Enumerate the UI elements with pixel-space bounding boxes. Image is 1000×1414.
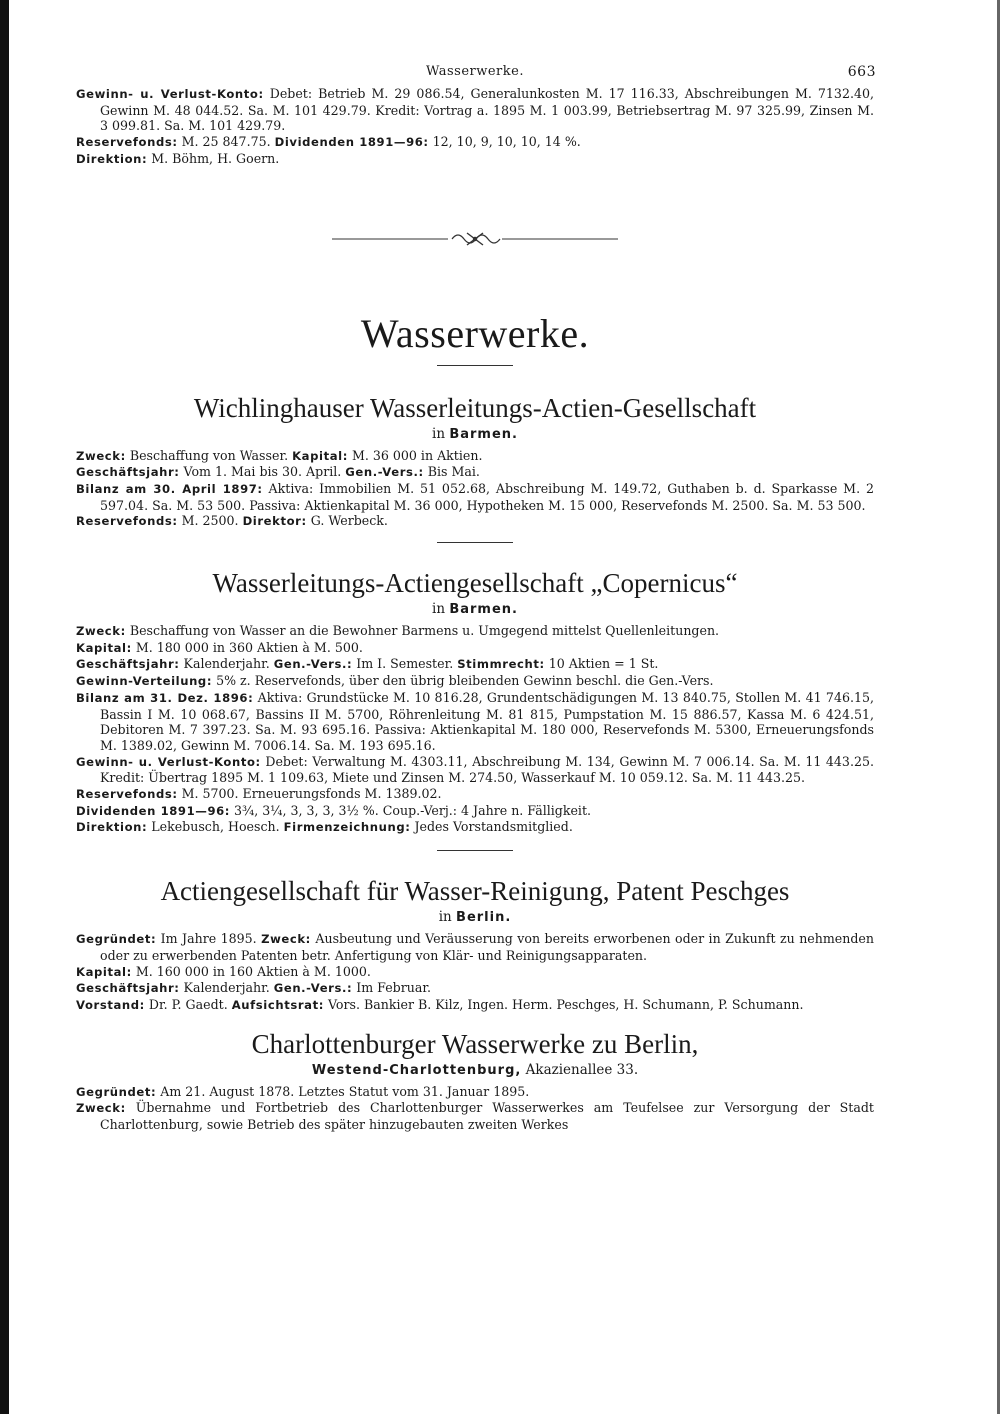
entry-text: Vors. Bankier B. Kilz, Ingen. Herm. Peschges, H. Schumann, P. Schumann. bbox=[323, 996, 804, 1012]
entry-text: Dr. P. Gaedt. bbox=[144, 996, 232, 1012]
entry-text: Kalenderjahr. bbox=[179, 980, 274, 996]
entry-label: Gegründet: bbox=[76, 932, 157, 947]
entry-label: Zweck: bbox=[76, 624, 126, 639]
entry bbox=[76, 640, 874, 657]
entry bbox=[76, 931, 874, 963]
running-title: Wasserwerke. bbox=[426, 64, 524, 79]
entry-label: Direktion: bbox=[76, 820, 148, 835]
entry-label: Direktion: bbox=[76, 151, 148, 166]
entry-label: Reservefonds: bbox=[76, 787, 178, 802]
entry bbox=[76, 964, 874, 981]
entry bbox=[76, 1084, 874, 1101]
entry-text: Übernahme und Fortbetrieb des Charlottenburger Wasserwerkes am Teufelsee zur Versorgung der Stadt Charlottenburg, sowie Betrieb des später hinzugebauten zweiten Werkes bbox=[100, 1100, 874, 1133]
separator-rule bbox=[437, 850, 513, 851]
entry-label: Kapital: bbox=[76, 640, 132, 655]
entry-label: Zweck: bbox=[76, 448, 126, 463]
location-prefix: in bbox=[438, 909, 452, 926]
entry-label: Gen.-Vers.: bbox=[345, 465, 424, 480]
entry-text: Vom 1. Mai bis 30. April. bbox=[179, 464, 346, 480]
entry-text: Jedes Vorstandsmitglied. bbox=[410, 819, 573, 835]
entry-label: Geschäftsjahr: bbox=[76, 465, 180, 480]
entry-label: Vorstand: bbox=[76, 997, 145, 1012]
entry-text: 5% z. Reservefonds, über den übrig bleibenden Gewinn beschl. die Gen.-Vers. bbox=[212, 673, 714, 689]
entry-label: Stimmrecht: bbox=[457, 657, 545, 672]
entry-text: Beschaffung von Wasser. bbox=[125, 447, 293, 463]
entry-text: Beschaffung von Wasser an die Bewohner Barmens u. Umgegend mittelst Quellenleitungen. bbox=[125, 623, 720, 639]
entry-text: G. Werbeck. bbox=[306, 513, 388, 529]
company-block bbox=[76, 875, 874, 1014]
entry bbox=[76, 656, 874, 673]
entry-text: 10 Aktien = 1 St. bbox=[544, 656, 659, 672]
entry-label: Dividenden 1891—96: bbox=[274, 135, 429, 150]
entry bbox=[76, 464, 874, 481]
entry-text: M. 5700. Erneuerungsfonds M. 1389.02. bbox=[177, 786, 442, 802]
entry bbox=[76, 481, 874, 513]
entry-label: Firmenzeichnung: bbox=[283, 820, 411, 835]
entry-text: Debet: Betrieb M. 29 086.54, Generalunkosten M. 17 116.33, Abschreibungen M. 7132.40, Gewinn M. 48 044.52. Sa. M. 101 429.79. Kredit: Vortrag a. 1895 M. 1 003.99, Betriebsertrag M. 97 325.99, Zinsen M. 3 099.81. Sa. M. 101 429.79. bbox=[100, 86, 874, 134]
entry-text: Aktiva: Immobilien M. 51 052.68, Abschreibung M. 149.72, Guthaben b. d. Sparkasse M. 2 597.04. Sa. M. 53 500. Passiva: Aktienkapital M. 36 000, Hypotheken M. 15 000, Reservefonds M. 2500. Sa. M. 53 500. bbox=[100, 480, 875, 513]
running-header bbox=[76, 64, 874, 86]
page-number: 663 bbox=[847, 64, 876, 80]
entry-label: Zweck: bbox=[76, 1101, 126, 1116]
entry bbox=[76, 513, 874, 530]
entry-text: Kalenderjahr. bbox=[179, 656, 274, 672]
entry bbox=[76, 86, 874, 134]
company-name: Actiengesellschaft für Wasser-Reinigung, Patent Peschges bbox=[160, 876, 790, 907]
entry-text: Aktiva: Grundstücke M. 10 816.28, Grundentschädigungen M. 13 840.75, Stollen M. 41 746.15, Bassin I M. 10 068.67, Bassins II M. 5700, Röhrenleitung M. 81 815, Pumpstation M. 15 886.57, Kassa M. 6 424.51, Debitoren M. 7 397.23. Sa. M. 93 695.16. Passiva: Aktienkapital M. 180 000, Reservefonds M. 5300, Erneuerungsfonds M. 1389.02, Gewinn M. 7006.14. Sa. M. 193 695.16. bbox=[100, 689, 874, 753]
company-location bbox=[76, 1062, 874, 1078]
entry-text: Im Jahre 1895. bbox=[156, 931, 262, 947]
city-name: Barmen. bbox=[449, 426, 518, 442]
company-name: Wasserleitungs-Actiengesellschaft „Copernicus“ bbox=[212, 568, 738, 599]
entry-label: Gewinn- u. Verlust-Konto: bbox=[76, 87, 264, 101]
entry bbox=[76, 803, 874, 820]
city-name: Westend-Charlottenburg, bbox=[311, 1062, 522, 1078]
entry-label: Direktor: bbox=[242, 514, 307, 529]
company-name: Wichlinghauser Wasserleitungs-Actien-Gesellschaft bbox=[193, 392, 757, 423]
entry-text: Ausbeutung und Veräusserung von bereits erworbenen oder in Zukunft zu nehmenden oder zu erwerbenden Patenten betr. Anfertigung von Klär- und Reinigungsapparaten. bbox=[100, 931, 874, 963]
entry bbox=[76, 819, 874, 836]
entry bbox=[76, 623, 874, 640]
entry-label: Zweck: bbox=[261, 932, 311, 947]
heading-rule bbox=[437, 365, 513, 366]
entry-label: Gegründet: bbox=[76, 1084, 157, 1099]
company-block bbox=[76, 392, 874, 531]
entry-label: Bilanz am 31. Dez. 1896: bbox=[76, 690, 254, 705]
entry-label: Geschäftsjahr: bbox=[76, 981, 180, 996]
location-suffix: Akazienallee 33. bbox=[521, 1061, 639, 1078]
entry-label: Gen.-Vers.: bbox=[273, 981, 353, 996]
entry-text: 3¾, 3¼, 3, 3, 3, 3½ %. Coup.-Verj.: 4 Jahre n. Fälligkeit. bbox=[230, 802, 592, 818]
entry-text: Am 21. August 1878. Letztes Statut vom 31. Januar 1895. bbox=[156, 1083, 530, 1099]
entry bbox=[76, 151, 874, 168]
entry-label: Dividenden 1891—96: bbox=[76, 803, 231, 818]
document-page bbox=[76, 64, 874, 1133]
ornament-divider bbox=[330, 230, 620, 248]
entry-text: Im I. Semester. bbox=[352, 656, 458, 672]
entry-text: M. 180 000 in 360 Aktien à M. 500. bbox=[131, 639, 363, 655]
entry-text: M. 36 000 in Aktien. bbox=[347, 447, 483, 463]
entry bbox=[76, 134, 874, 151]
entry-label: Kapital: bbox=[292, 448, 348, 463]
company-location bbox=[76, 426, 874, 442]
company-block bbox=[76, 567, 874, 836]
section-heading: Wasserwerke. bbox=[360, 310, 590, 356]
company-name: Charlottenburger Wasserwerke zu Berlin, bbox=[251, 1028, 699, 1059]
entry-label: Gewinn- u. Verlust-Konto: bbox=[76, 754, 261, 769]
entry bbox=[76, 997, 874, 1014]
entry bbox=[76, 690, 874, 754]
entry-label: Aufsichtsrat: bbox=[231, 997, 324, 1012]
entry-text: Lekebusch, Hoesch. bbox=[147, 819, 284, 835]
separator-rule bbox=[437, 542, 513, 543]
entry-label: Reservefonds: bbox=[76, 135, 178, 150]
company-block bbox=[76, 1028, 874, 1133]
entry bbox=[76, 1100, 874, 1132]
entry-text: Im Februar. bbox=[352, 980, 431, 996]
location-prefix: in bbox=[432, 425, 446, 442]
entry-text: 12, 10, 9, 10, 10, 14 %. bbox=[428, 134, 581, 150]
entry-label: Geschäftsjahr: bbox=[76, 657, 180, 672]
city-name: Barmen. bbox=[449, 602, 518, 618]
entry-text: M. Böhm, H. Goern. bbox=[147, 150, 280, 166]
city-name: Berlin. bbox=[456, 910, 512, 926]
entry-label: Bilanz am 30. April 1897: bbox=[76, 481, 263, 496]
entry bbox=[76, 673, 874, 690]
location-prefix: in bbox=[432, 601, 446, 618]
entry bbox=[76, 754, 874, 786]
entry-text: M. 25 847.75. bbox=[177, 134, 275, 150]
entry-text: Debet: Verwaltung M. 4303.11, Abschreibung M. 134, Gewinn M. 7 006.14. Sa. M. 11 443.25. Kredit: Übertrag 1895 M. 1 109.63, Miete und Zinsen M. 274.50, Wasserkauf M. 10 059.12. Sa. M. 11 443.25. bbox=[100, 753, 874, 786]
scan-border-left bbox=[0, 0, 9, 1414]
entry-label: Kapital: bbox=[76, 964, 132, 979]
company-location bbox=[76, 601, 874, 617]
entry-label: Gen.-Vers.: bbox=[273, 657, 353, 672]
entry bbox=[76, 786, 874, 803]
entry-label: Gewinn-Verteilung: bbox=[76, 674, 213, 689]
entry-text: M. 160 000 in 160 Aktien à M. 1000. bbox=[131, 963, 371, 979]
entry-text: Bis Mai. bbox=[423, 464, 480, 480]
company-location bbox=[76, 909, 874, 925]
top-continuation bbox=[76, 86, 874, 168]
entry bbox=[76, 448, 874, 465]
entry-text: M. 2500. bbox=[177, 513, 243, 529]
entry-label: Reservefonds: bbox=[76, 514, 178, 529]
entry bbox=[76, 980, 874, 997]
